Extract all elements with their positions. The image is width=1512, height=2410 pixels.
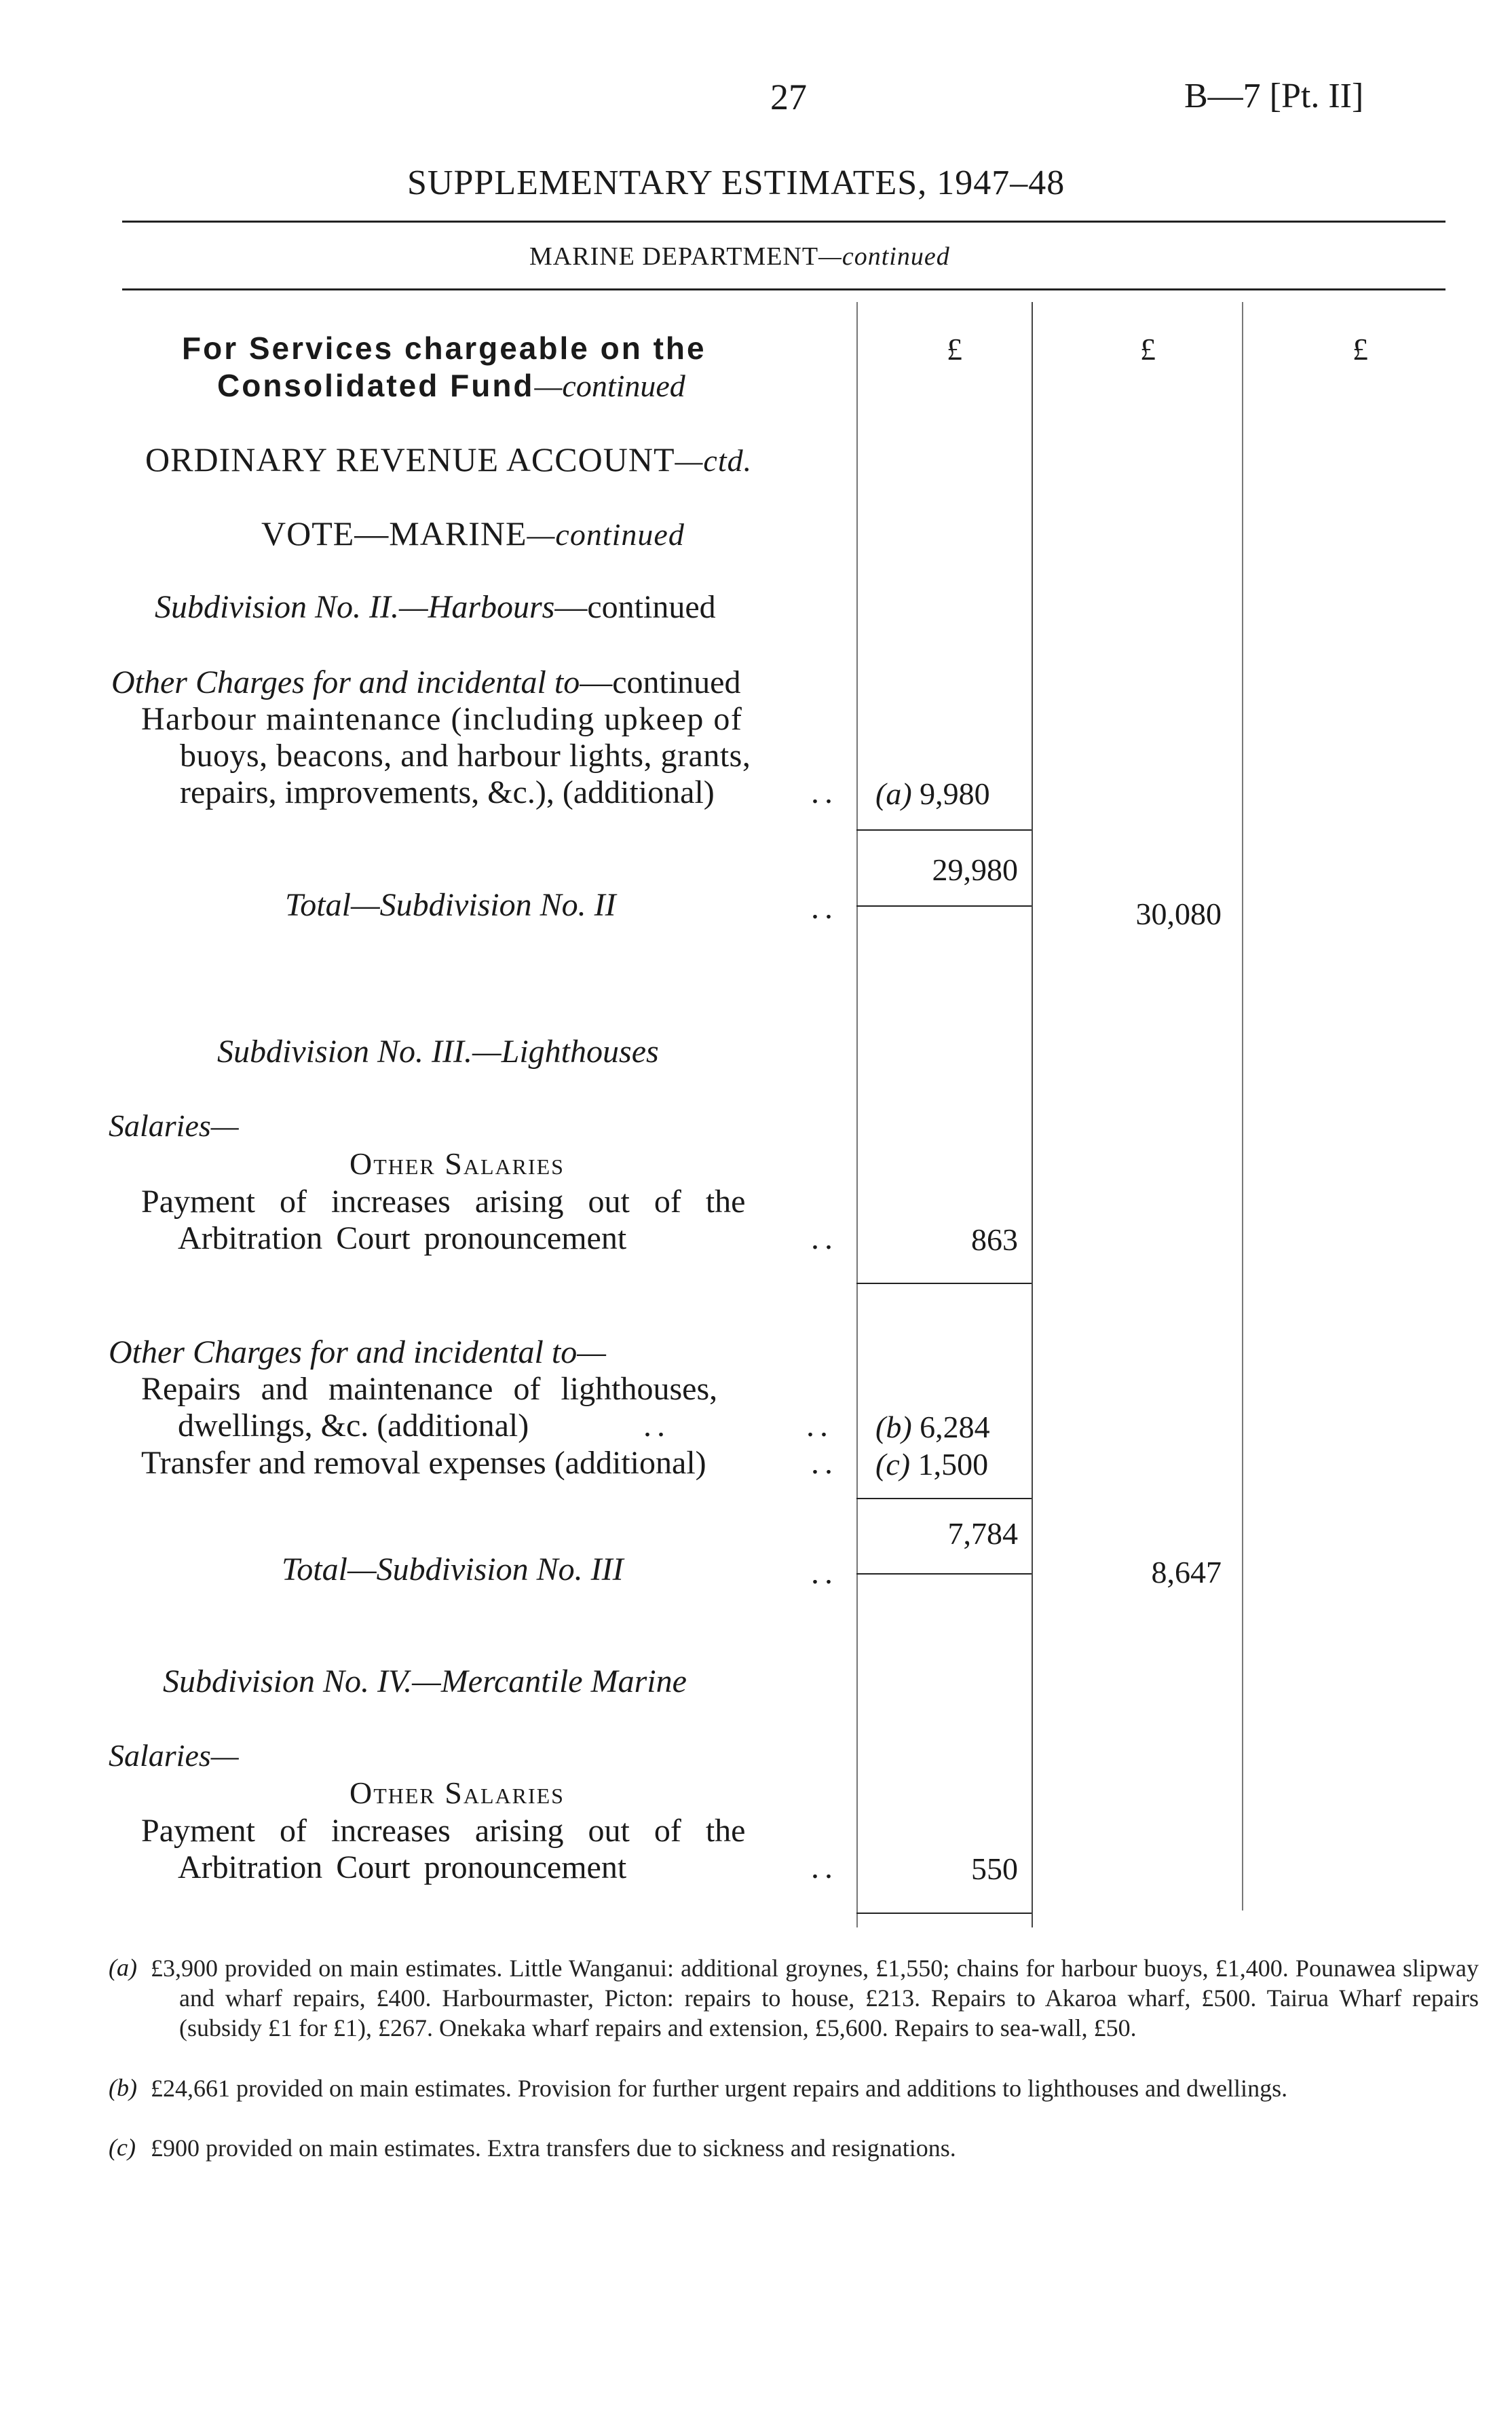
vote-suffix: —continued — [527, 517, 685, 552]
sub3-transfer-amount — [875, 1446, 988, 1482]
sub3-subtotal: 7,784 — [947, 1516, 1018, 1551]
department-suffix: —continued — [818, 242, 950, 271]
sub4-pay-line1: Payment of increases arising out of the — [141, 1813, 746, 1849]
sub3-transfer-note: (c) — [875, 1447, 911, 1482]
footnote-a-text: £3,900 provided on main estimates. Little Wanganui: additional groynes, £1,550; chains for harbour buoys, £1,400. Pounawea slipway and wharf repairs, £400. Harbourmaster, Picton: repairs to house, £213. Repairs to Akaroa wharf, £500. Tairua Wharf repairs (subsidy £1 for £1), £267. Onekaka wharf repairs and extension, £5,600. Repairs to sea-wall, £50. — [151, 1955, 1479, 2041]
column-rule-3 — [1242, 302, 1243, 1910]
column-rule-2 — [1032, 302, 1033, 1927]
account-suffix: —ctd. — [675, 443, 753, 478]
sub4-pay-dots: .. — [811, 1849, 838, 1885]
sub3-transfer: Transfer and removal expenses (additional) — [141, 1445, 706, 1481]
department-name: MARINE DEPARTMENT — [529, 242, 819, 271]
department-heading — [529, 242, 950, 271]
footnote-a-label: (a) — [109, 1954, 137, 1981]
sub3-total-label: Total—Subdivision No. III — [282, 1551, 624, 1587]
sub2-total-label: Total—Subdivision No. II — [285, 887, 616, 923]
sub4-bottom-rule — [856, 1913, 1032, 1914]
sub3-pay-line2: Arbitration Court pronouncement — [178, 1220, 627, 1256]
sub3-repairs-amount — [875, 1409, 990, 1445]
column-header-2: £ — [1140, 332, 1156, 366]
sub3-pay-line1: Payment of increases arising out of the — [141, 1184, 746, 1220]
sub2-total-dots: .. — [811, 890, 838, 926]
sub4-pay-line2: Arbitration Court pronouncement — [178, 1849, 627, 1885]
sub3-other-charges: Other Charges for and incidental to— — [109, 1334, 606, 1370]
sub4-other-salaries: Other Salaries — [349, 1775, 565, 1810]
vote-name: VOTE—MARINE — [261, 514, 527, 552]
sub3-subtotal-rule-bottom — [856, 1573, 1032, 1575]
sub2-subtotal-rule-bottom — [856, 905, 1032, 907]
sub3-pay-dots: .. — [811, 1220, 838, 1256]
account-name: ORDINARY REVENUE ACCOUNT — [145, 440, 675, 478]
sub2-heading-suffix: —continued — [554, 589, 716, 625]
sub2-item-line1: Harbour maintenance (including upkeep of — [141, 701, 743, 737]
footnote-b-text: £24,661 provided on main estimates. Provision for further urgent repairs and additions to lighthouses and dwellings. — [151, 2075, 1288, 2102]
sub2-item-line3: repairs, improvements, &c.), (additional) — [180, 774, 715, 810]
footnote-b-label: (b) — [109, 2074, 137, 2101]
sub3-pay-rule — [856, 1283, 1032, 1284]
vote-heading — [261, 514, 685, 553]
sub4-salaries: Salaries— — [109, 1738, 239, 1773]
section-title-line2 — [217, 367, 685, 404]
page-title: SUPPLEMENTARY ESTIMATES, 1947–48 — [407, 164, 1065, 202]
section-title-line1: For Services chargeable on the — [182, 331, 706, 366]
sub3-total-dots: .. — [811, 1555, 838, 1591]
sub2-heading — [155, 588, 716, 626]
sub3-subtotal-rule-top — [856, 1498, 1032, 1499]
sub2-item-amount — [875, 776, 990, 812]
sub2-item-dots: .. — [811, 774, 838, 810]
footnote-c-label: (c) — [109, 2134, 136, 2161]
footnote-c-text: £900 provided on main estimates. Extra transfers due to sickness and resignations. — [151, 2134, 956, 2162]
sub3-pay-amount: 863 — [971, 1222, 1018, 1257]
sub3-other-salaries: Other Salaries — [349, 1146, 565, 1181]
sub4-pay-amount: 550 — [971, 1851, 1018, 1886]
sub2-other-charges-text: Other Charges for and incidental to — [111, 664, 580, 700]
sub3-salaries: Salaries— — [109, 1108, 239, 1143]
sub3-repairs-dots: .. .. — [643, 1408, 833, 1444]
section-title-suffix: —continued — [534, 369, 685, 403]
sub3-heading: Subdivision No. III.—Lighthouses — [217, 1034, 659, 1070]
sub3-total: 8,647 — [1151, 1555, 1222, 1589]
account-heading — [145, 440, 752, 479]
sub3-transfer-value: 1,500 — [918, 1447, 989, 1482]
sub2-item-value: 9,980 — [920, 776, 990, 811]
sub2-item-note: (a) — [875, 776, 912, 811]
sub3-repairs-line1: Repairs and maintenance of lighthouses, — [141, 1371, 718, 1407]
title-rule — [122, 221, 1445, 223]
sub2-heading-text: Subdivision No. II.—Harbours — [155, 589, 555, 625]
sub2-subtotal-rule-top — [856, 829, 1032, 831]
sub2-item-line2: buoys, beacons, and harbour lights, grants, — [180, 738, 751, 774]
sub3-repairs-line2: dwellings, &c. (additional) — [178, 1408, 529, 1444]
column-header-3: £ — [1353, 332, 1368, 366]
sub2-subtotal: 29,980 — [932, 852, 1018, 887]
page-number: 27 — [770, 77, 807, 117]
section-title-fund: Consolidated Fund — [217, 368, 535, 403]
column-rule-1 — [856, 302, 858, 1927]
sub2-total: 30,080 — [1135, 897, 1222, 931]
sub3-repairs-value: 6,284 — [920, 1410, 990, 1444]
sub3-transfer-dots: .. — [811, 1445, 838, 1481]
sub3-repairs-note: (b) — [875, 1410, 912, 1444]
department-rule — [122, 288, 1445, 290]
sub2-other-charges — [111, 664, 740, 701]
sub4-heading: Subdivision No. IV.—Mercantile Marine — [163, 1663, 687, 1699]
document-reference: B—7 [Pt. II] — [1184, 77, 1364, 115]
sub2-other-charges-suffix: —continued — [580, 664, 741, 700]
column-header-1: £ — [947, 332, 962, 366]
